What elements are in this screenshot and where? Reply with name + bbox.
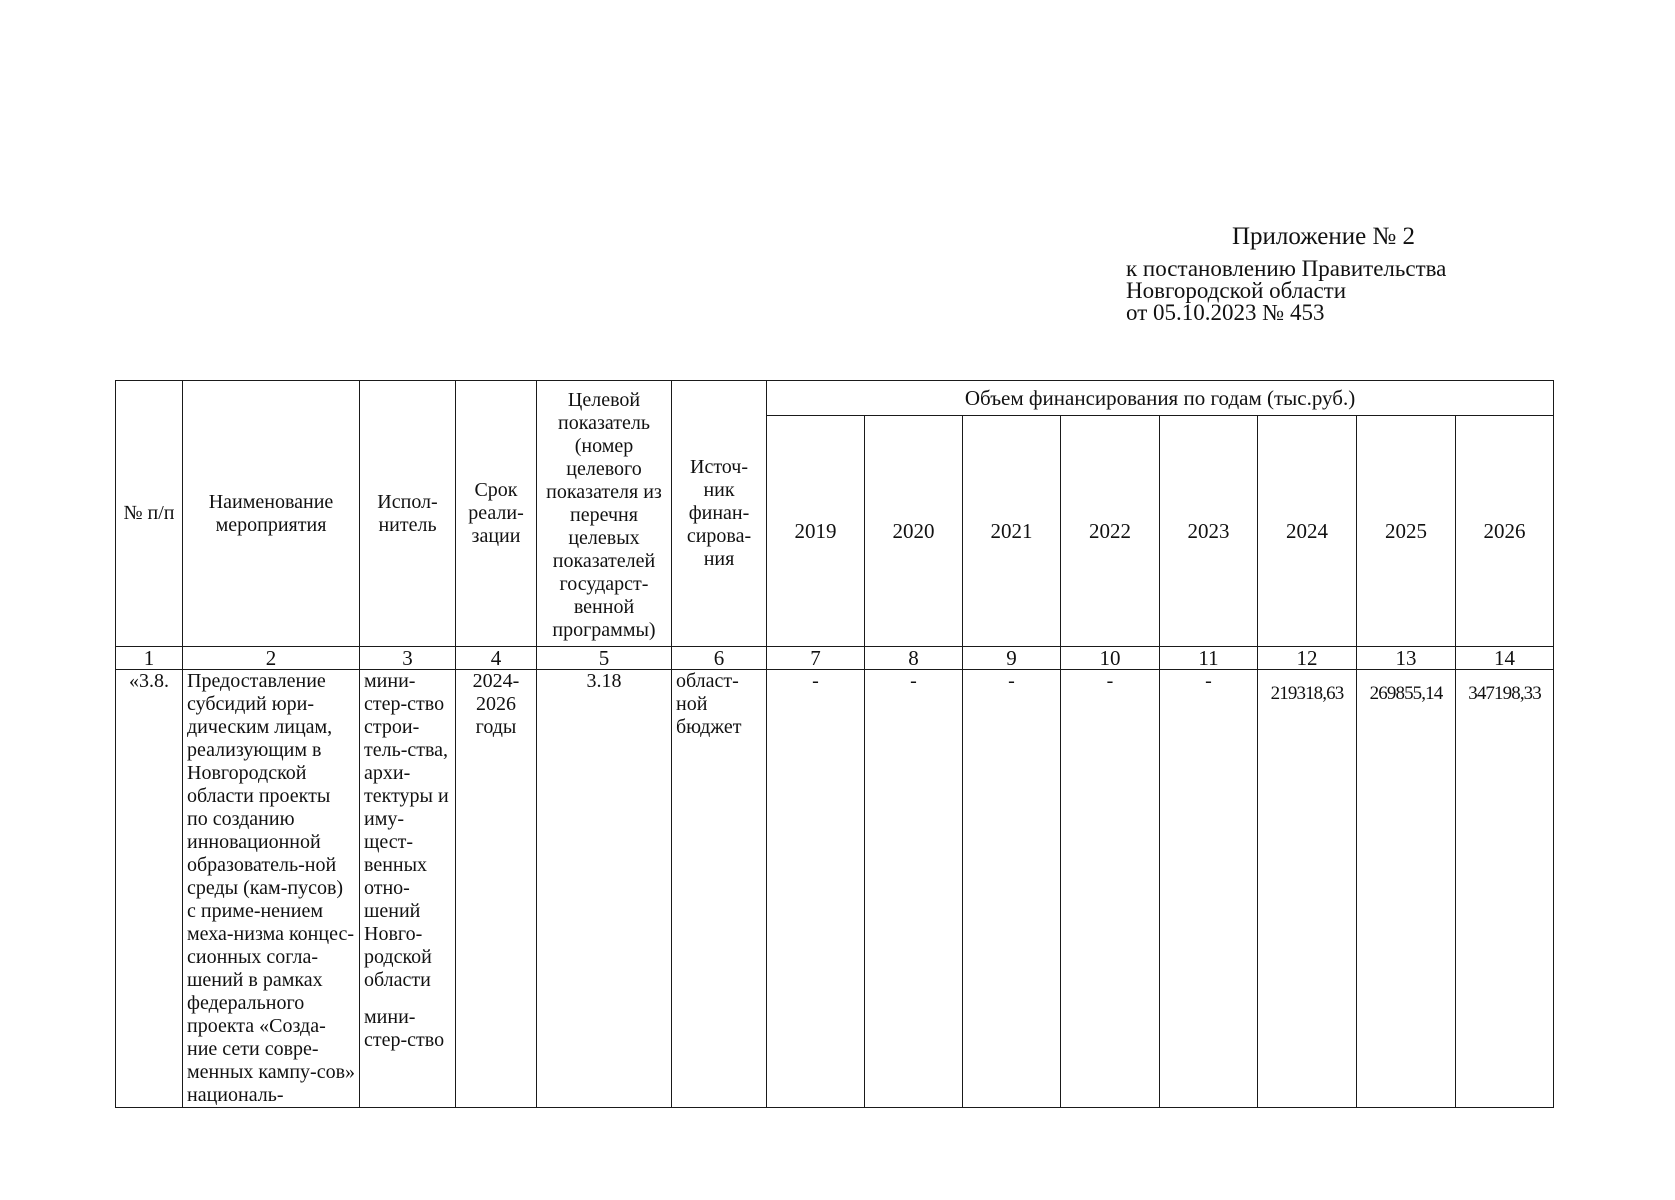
column-number: 12 [1258,647,1357,670]
row-value-2026: 347198,33 [1456,670,1554,1108]
header-year-2022: 2022 [1061,416,1160,647]
column-number: 2 [183,647,360,670]
row-executor-primary: мини-стер-ство строи-тель-ства, архи-тектуры и иму-щест-венных отно-шений Новго-родской области [364,670,449,991]
header-term: Срок реали-зации [456,381,537,647]
column-number: 6 [672,647,767,670]
column-number: 4 [456,647,537,670]
appendix-region-line: Новгородской области [1126,278,1347,303]
column-number: 8 [865,647,963,670]
row-executor [360,670,456,1108]
header-financing: Объем финансирования по годам (тыс.руб.) [767,381,1554,416]
header-year-2025: 2025 [1357,416,1456,647]
header-year-2026: 2026 [1456,416,1554,647]
row-value-2023: - [1160,670,1258,1108]
row-value-2025: 269855,14 [1357,670,1456,1108]
row-target-indicator: 3.18 [537,670,672,1108]
header-source: Источ-ник финан-сирова-ния [672,381,767,647]
table-row [116,670,1554,1108]
column-number-row [116,647,1554,670]
header-year-2023: 2023 [1160,416,1258,647]
column-number: 7 [767,647,865,670]
header-year-2024: 2024 [1258,416,1357,647]
row-value-2022: - [1061,670,1160,1108]
row-number: «3.8. [116,670,183,1108]
header-row-top [116,381,1554,416]
header-name: Наименование мероприятия [183,381,360,647]
appendix-title: Приложение № 2 [1232,223,1416,250]
column-number: 13 [1357,647,1456,670]
row-executor-secondary: мини-стер-ство [364,1006,445,1051]
program-activities-table [115,380,1554,1108]
row-funding-source: област-ной бюджет [672,670,767,1108]
header-year-2020: 2020 [865,416,963,647]
appendix-resolution-line: к постановлению Правительства [1126,256,1447,281]
column-number: 10 [1061,647,1160,670]
column-number: 1 [116,647,183,670]
column-number: 11 [1160,647,1258,670]
row-activity-name: Предоставление субсидий юри-дическим лицам, реализующим в Новгородской области проекты по созданию инновационной образователь-ной среды (кам-пусов) с приме-нением меха-низма концес-сионных согла-шений в рамках федерального проекта «Созда-ние сети совре-менных кампу-сов» националь- [183,670,360,1108]
header-year-2019: 2019 [767,416,865,647]
row-value-2024: 219318,63 [1258,670,1357,1108]
header-executor: Испол-нитель [360,381,456,647]
header-num: № п/п [116,381,183,647]
row-value-2021: - [963,670,1061,1108]
column-number: 9 [963,647,1061,670]
appendix-header [1126,223,1546,325]
row-term: 2024-2026 годы [456,670,537,1108]
row-value-2020: - [865,670,963,1108]
column-number: 5 [537,647,672,670]
column-number: 3 [360,647,456,670]
column-number: 14 [1456,647,1554,670]
header-year-2021: 2021 [963,416,1061,647]
appendix-date-line: от 05.10.2023 № 453 [1126,300,1325,325]
header-target: Целевой показатель (номер целевого показателя из перечня целевых показателей государст-венной программы) [537,381,672,647]
row-value-2019: - [767,670,865,1108]
